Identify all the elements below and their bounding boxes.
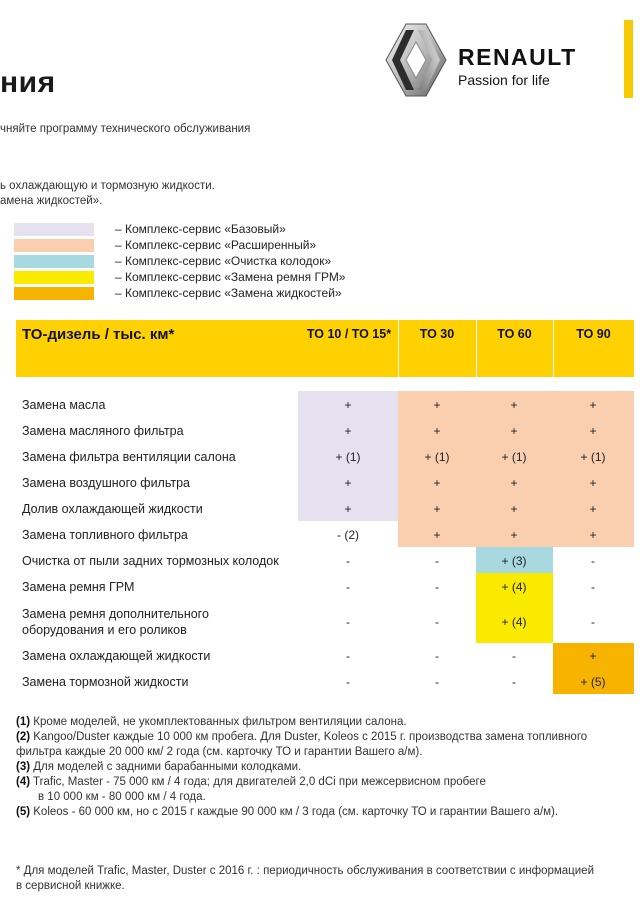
footnote-text: в 10 000 км - 80 000 км / 4 года. xyxy=(38,791,206,803)
cell-to30: - xyxy=(435,615,439,629)
cell-to30: + xyxy=(433,502,441,516)
legend-swatch xyxy=(14,223,94,236)
legend-item-fluids xyxy=(14,286,342,300)
legend-label: – Комплекс-сервис «Замена жидкостей» xyxy=(115,286,342,300)
row-label: Замена фильтра вентиляции салона xyxy=(22,450,236,464)
cell-to30: - xyxy=(435,554,439,568)
bottom-note-line-1: * Для моделей Trafic, Master, Duster с 2016 г. : периодичность обслуживания в соответствии с информацией xyxy=(16,865,595,877)
legend-swatch xyxy=(14,239,94,252)
cell-to10: + xyxy=(344,502,352,516)
column-header-to10: ТО 10 / ТО 15* xyxy=(306,327,392,341)
footnote xyxy=(16,746,422,758)
legend-swatch xyxy=(14,271,94,284)
page-title: ния xyxy=(0,66,56,99)
renault-logo-icon xyxy=(384,22,448,98)
column-header-to60: ТО 60 xyxy=(497,327,532,341)
row-label: Замена масла xyxy=(22,398,106,412)
legend-item-pads xyxy=(14,254,331,268)
cell-to10: + xyxy=(344,398,352,412)
intro-line-2: ь охлаждающую и тормозную жидкости. xyxy=(0,180,215,192)
cell-to60: + (4) xyxy=(501,615,527,629)
cell-to60: + xyxy=(510,476,518,490)
legend-item-extended xyxy=(14,238,316,252)
cell-to90: + xyxy=(589,528,597,542)
legend-swatch xyxy=(14,287,94,300)
cell-to10: + xyxy=(344,424,352,438)
cell-to90: + (5) xyxy=(580,675,606,689)
legend-item-belt xyxy=(14,270,345,284)
footnote-number: (1) xyxy=(16,716,31,728)
cell-to90: + (1) xyxy=(580,450,606,464)
cell-to90: - xyxy=(591,580,595,594)
footnote xyxy=(16,731,587,743)
intro-line-1: чняйте программу технического обслуживания xyxy=(0,123,251,135)
row-label: Замена воздушного фильтра xyxy=(22,476,191,490)
footnote-text: фильтра каждые 20 000 км/ 2 года (см. карточку ТО и гарантии Вашего а/м). xyxy=(16,746,423,758)
cell-to30: - xyxy=(435,675,439,689)
row-label: Замена масляного фильтра xyxy=(22,424,184,438)
row-label: Долив охлаждающей жидкости xyxy=(22,502,203,516)
cell-to60: - xyxy=(512,675,516,689)
extended-service-block xyxy=(398,391,634,547)
row-label-continued: оборудования и его роликов xyxy=(22,623,187,637)
cell-to30: + xyxy=(433,398,441,412)
footnote-text: Trafic, Master - 75 000 км / 4 года; для двигателей 2,0 dCi при межсервисном пробеге xyxy=(30,776,486,788)
footnote-number: (5) xyxy=(16,806,31,818)
bottom-note-line-2: в сервисной книжке. xyxy=(16,880,125,892)
footnote-text: Для моделей с задними барабанными колодками. xyxy=(30,761,302,773)
footnote xyxy=(16,716,407,728)
cell-to90: + xyxy=(589,476,597,490)
row-label: Очистка от пыли задних тормозных колодок xyxy=(22,554,279,568)
legend-swatch xyxy=(14,255,94,268)
cell-to10: - xyxy=(346,615,350,629)
legend-label: – Комплекс-сервис «Очистка колодок» xyxy=(115,254,332,268)
cell-to60: + (1) xyxy=(501,450,527,464)
cell-to90: - xyxy=(591,554,595,568)
cell-to10: - (2) xyxy=(337,528,359,542)
cell-to30: + xyxy=(433,528,441,542)
cell-to90: - xyxy=(591,615,595,629)
cell-to10: + (1) xyxy=(335,450,361,464)
cell-to10: + xyxy=(344,476,352,490)
cell-to60: + (4) xyxy=(501,580,527,594)
cell-to30: + xyxy=(433,424,441,438)
legend-label: – Комплекс-сервис «Замена ремня ГРМ» xyxy=(115,270,346,284)
cell-to60: + xyxy=(510,424,518,438)
cell-to90: + xyxy=(589,424,597,438)
legend-label: – Комплекс-сервис «Базовый» xyxy=(115,222,286,236)
cell-to60: + xyxy=(510,528,518,542)
column-header-to90: ТО 90 xyxy=(576,327,611,341)
cell-to10: - xyxy=(346,554,350,568)
cell-to30: - xyxy=(435,649,439,663)
footnote xyxy=(38,791,206,803)
cell-to30: + (1) xyxy=(424,450,450,464)
footnote-number: (4) xyxy=(16,776,31,788)
column-header-to30: ТО 30 xyxy=(419,327,455,341)
footnote xyxy=(16,806,558,818)
table-title: ТО-дизель / тыс. км* xyxy=(22,326,175,343)
footnote xyxy=(16,776,486,788)
footnote xyxy=(16,761,301,773)
row-label: Замена ремня ГРМ xyxy=(22,580,135,594)
cell-to30: + xyxy=(433,476,441,490)
cell-to60: + xyxy=(510,502,518,516)
cell-to90: + xyxy=(589,649,597,663)
cell-to90: + xyxy=(589,398,597,412)
cell-to60: + xyxy=(510,398,518,412)
row-label: Замена тормозной жидкости xyxy=(22,675,189,689)
cell-to60: - xyxy=(512,649,516,663)
footnote-text: Koleos - 60 000 км, но с 2015 г каждые 90 000 км / 3 года (см. карточку ТО и гарантии Вашего а/м). xyxy=(30,806,559,818)
footnote-number: (2) xyxy=(16,731,31,743)
brand-name: RENAULT xyxy=(458,44,577,70)
cell-to10: - xyxy=(346,649,350,663)
cell-to90: + xyxy=(589,502,597,516)
intro-line-3: амена жидкостей». xyxy=(0,195,103,207)
cell-to30: - xyxy=(435,580,439,594)
footnote-text: Kangoo/Duster каждые 10 000 км пробега. Для Duster, Koleos с 2015 г. производства замена топливного xyxy=(30,731,588,743)
brand-accent-bar xyxy=(624,20,633,98)
cell-to10: - xyxy=(346,580,350,594)
footnote-number: (3) xyxy=(16,761,31,773)
legend-label: – Комплекс-сервис «Расширенный» xyxy=(115,238,317,252)
row-label: Замена топливного фильтра xyxy=(22,528,188,542)
legend-item-basic xyxy=(14,222,286,236)
row-label: Замена ремня дополнительного xyxy=(22,607,209,621)
row-label: Замена охлаждающей жидкости xyxy=(22,649,211,663)
footnote-text: Кроме моделей, не укомплектованных фильтром вентиляции салона. xyxy=(30,716,407,728)
cell-to10: - xyxy=(346,675,350,689)
cell-to60: + (3) xyxy=(501,554,527,568)
brand-tagline: Passion for life xyxy=(458,72,550,88)
